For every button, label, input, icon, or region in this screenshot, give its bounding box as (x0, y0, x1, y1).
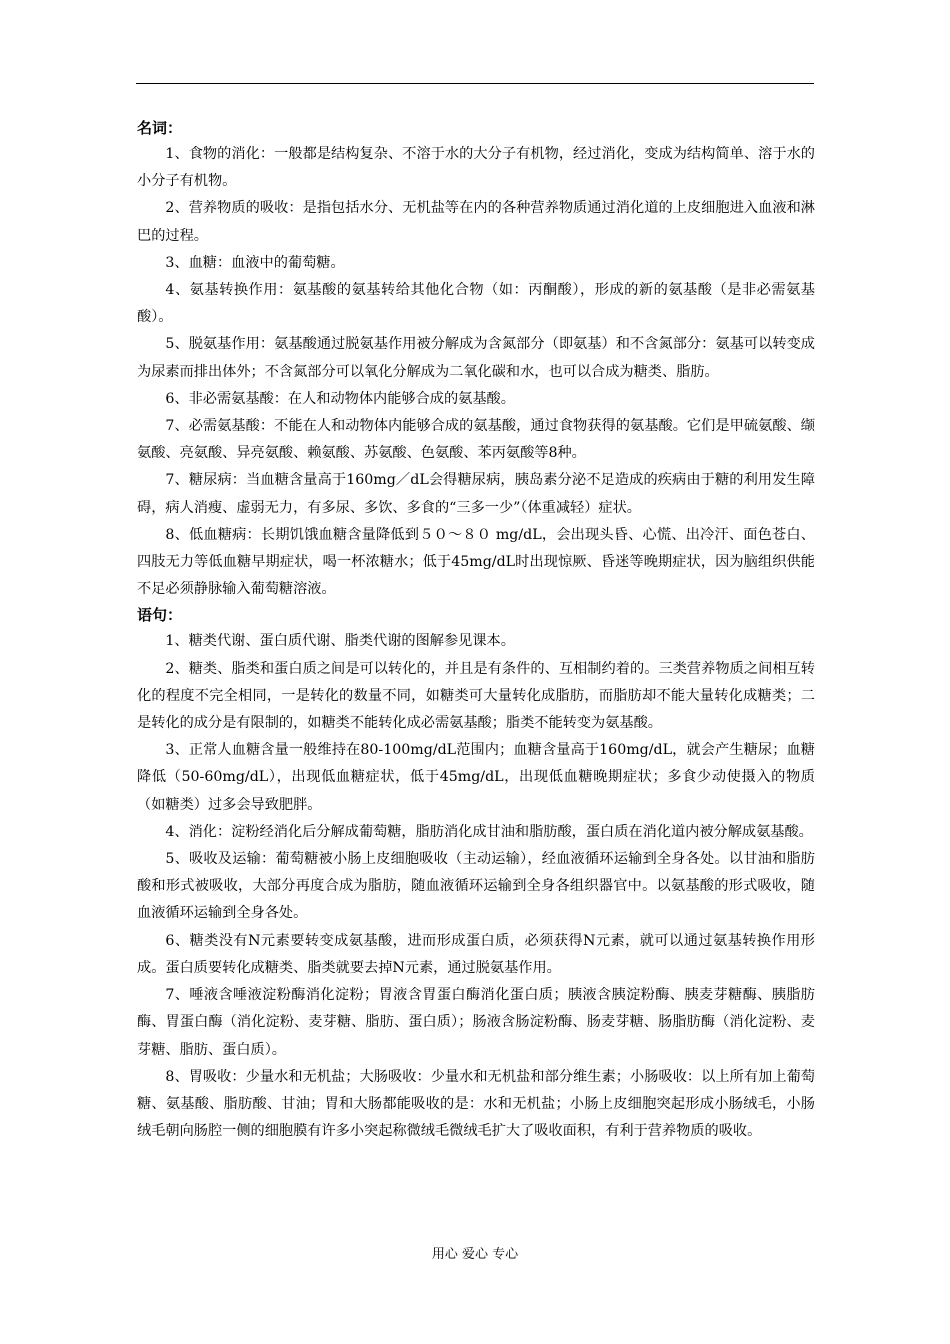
sentence-item-1: 1、糖类代谢、蛋白质代谢、脂类代谢的图解参见课本。 (165, 633, 515, 650)
term-item-7b: 7、糖尿病：当血糖含量高于160mg／dL会得糖尿病，胰岛素分泌不足造成的疾病由于糖的利用发生障碍，病人消瘦、虚弱无力，有多尿、多饮、多食的“三多一少”（体重减轻）症状。 (137, 472, 815, 516)
document-body (137, 116, 815, 1145)
term-item-5: 5、脱氨基作用：氨基酸通过脱氨基作用被分解成为含氮部分（即氨基）和不含氮部分：氨基可以转变成为尿素而排出体外；不含氮部分可以氧化分解成为二氧化碳和水，也可以合成为糖类、脂肪。 (137, 336, 815, 380)
term-item-6: 6、非必需氨基酸：在人和动物体内能够合成的氨基酸。 (165, 390, 515, 407)
header-rule (136, 83, 814, 84)
term-item-2: 2、营养物质的吸收：是指包括水分、无机盐等在内的各种营养物质通过消化道的上皮细胞进入血液和淋巴的过程。 (137, 200, 815, 244)
sentence-item-5: 5、吸收及运输：葡萄糖被小肠上皮细胞吸收（主动运输），经血液循环运输到全身各处。以甘油和脂肪酸和形式被吸收，大部分再度合成为脂肪，随血液循环运输到全身各组织器官中。以氨基酸的形式吸收，随血液循环运输到全身各处。 (137, 851, 815, 922)
page-footer: 用心 爱心 专心 (431, 1247, 519, 1262)
sentences-heading: 语句： (137, 606, 183, 625)
sentence-item-2: 2、糖类、脂类和蛋白质之间是可以转化的，并且是有条件的、互相制约着的。三类营养物质之间相互转化的程度不完全相同，一是转化的数量不同，如糖类可大量转化成脂肪，而脂肪却不能大量转化成糖类；二是转化的成分是有限制的，如糖类不能转化成必需氨基酸；脂类不能转变为氨基酸。 (137, 660, 815, 732)
terms-heading: 名词： (137, 119, 183, 137)
sentence-item-4: 4、消化：淀粉经消化后分解成葡萄糖，脂肪消化成甘油和脂肪酸，蛋白质在消化道内被分解成氨基酸。 (165, 823, 813, 840)
term-item-1: 1、食物的消化：一般都是结构复杂、不溶于水的大分子有机物，经过消化，变成为结构简单、溶于水的小分子有机物。 (137, 146, 815, 190)
sentence-item-3: 3、正常人血糖含量一般维持在80-100mg/dL范围内；血糖含量高于160mg/dL，就会产生糖尿；血糖降低（50-60mg/dL），出现低血糖症状，低于45mg/dL，出现低血糖晚期症状；多食少动使摄入的物质（如糖类）过多会导致肥胖。 (137, 742, 815, 813)
term-item-8: 8、低血糖病：长期饥饿血糖含量降低到５０～８０ mg/dL，会出现头昏、心慌、出冷汗、面色苍白、四肢无力等低血糖早期症状，喝一杯浓糖水；低于45mg/dL时出现惊厥、昏迷等晚期症状，因为脑组织供能不足必须静脉输入葡萄糖溶液。 (137, 526, 815, 598)
term-item-7: 7、必需氨基酸：不能在人和动物体内能够合成的氨基酸，通过食物获得的氨基酸。它们是甲硫氨酸、缬氨酸、亮氨酸、异亮氨酸、赖氨酸、苏氨酸、色氨酸、苯丙氨酸等8种。 (137, 418, 815, 462)
sentence-item-6: 6、糖类没有N元素要转变成氨基酸，进而形成蛋白质，必须获得N元素，就可以通过氨基转换作用形成。蛋白质要转化成糖类、脂类就要去掉N元素，通过脱氨基作用。 (137, 932, 815, 976)
sentence-item-7: 7、唾液含唾液淀粉酶消化淀粉；胃液含胃蛋白酶消化蛋白质；胰液含胰淀粉酶、胰麦芽糖酶、胰脂肪酶、胃蛋白酶（消化淀粉、麦芽糖、脂肪、蛋白质）；肠液含肠淀粉酶、肠麦芽糖、肠脂肪酶（消化淀粉、麦芽糖、脂肪、蛋白质）。 (137, 987, 815, 1058)
sentence-item-8: 8、胃吸收：少量水和无机盐；大肠吸收：少量水和无机盐和部分维生素；小肠吸收：以上所有加上葡萄糖、氨基酸、脂肪酸、甘油；胃和大肠都能吸收的是：水和无机盐；小肠上皮细胞突起形成小肠绒毛，小肠绒毛朝向肠腔一侧的细胞膜有许多小突起称微绒毛微绒毛扩大了吸收面积，有利于营养物质的吸收。 (137, 1068, 815, 1140)
term-item-4: 4、氨基转换作用：氨基酸的氨基转给其他化合物（如：丙酮酸），形成的新的氨基酸（是非必需氨基酸）。 (137, 282, 815, 326)
term-item-3: 3、血糖：血液中的葡萄糖。 (165, 254, 345, 271)
